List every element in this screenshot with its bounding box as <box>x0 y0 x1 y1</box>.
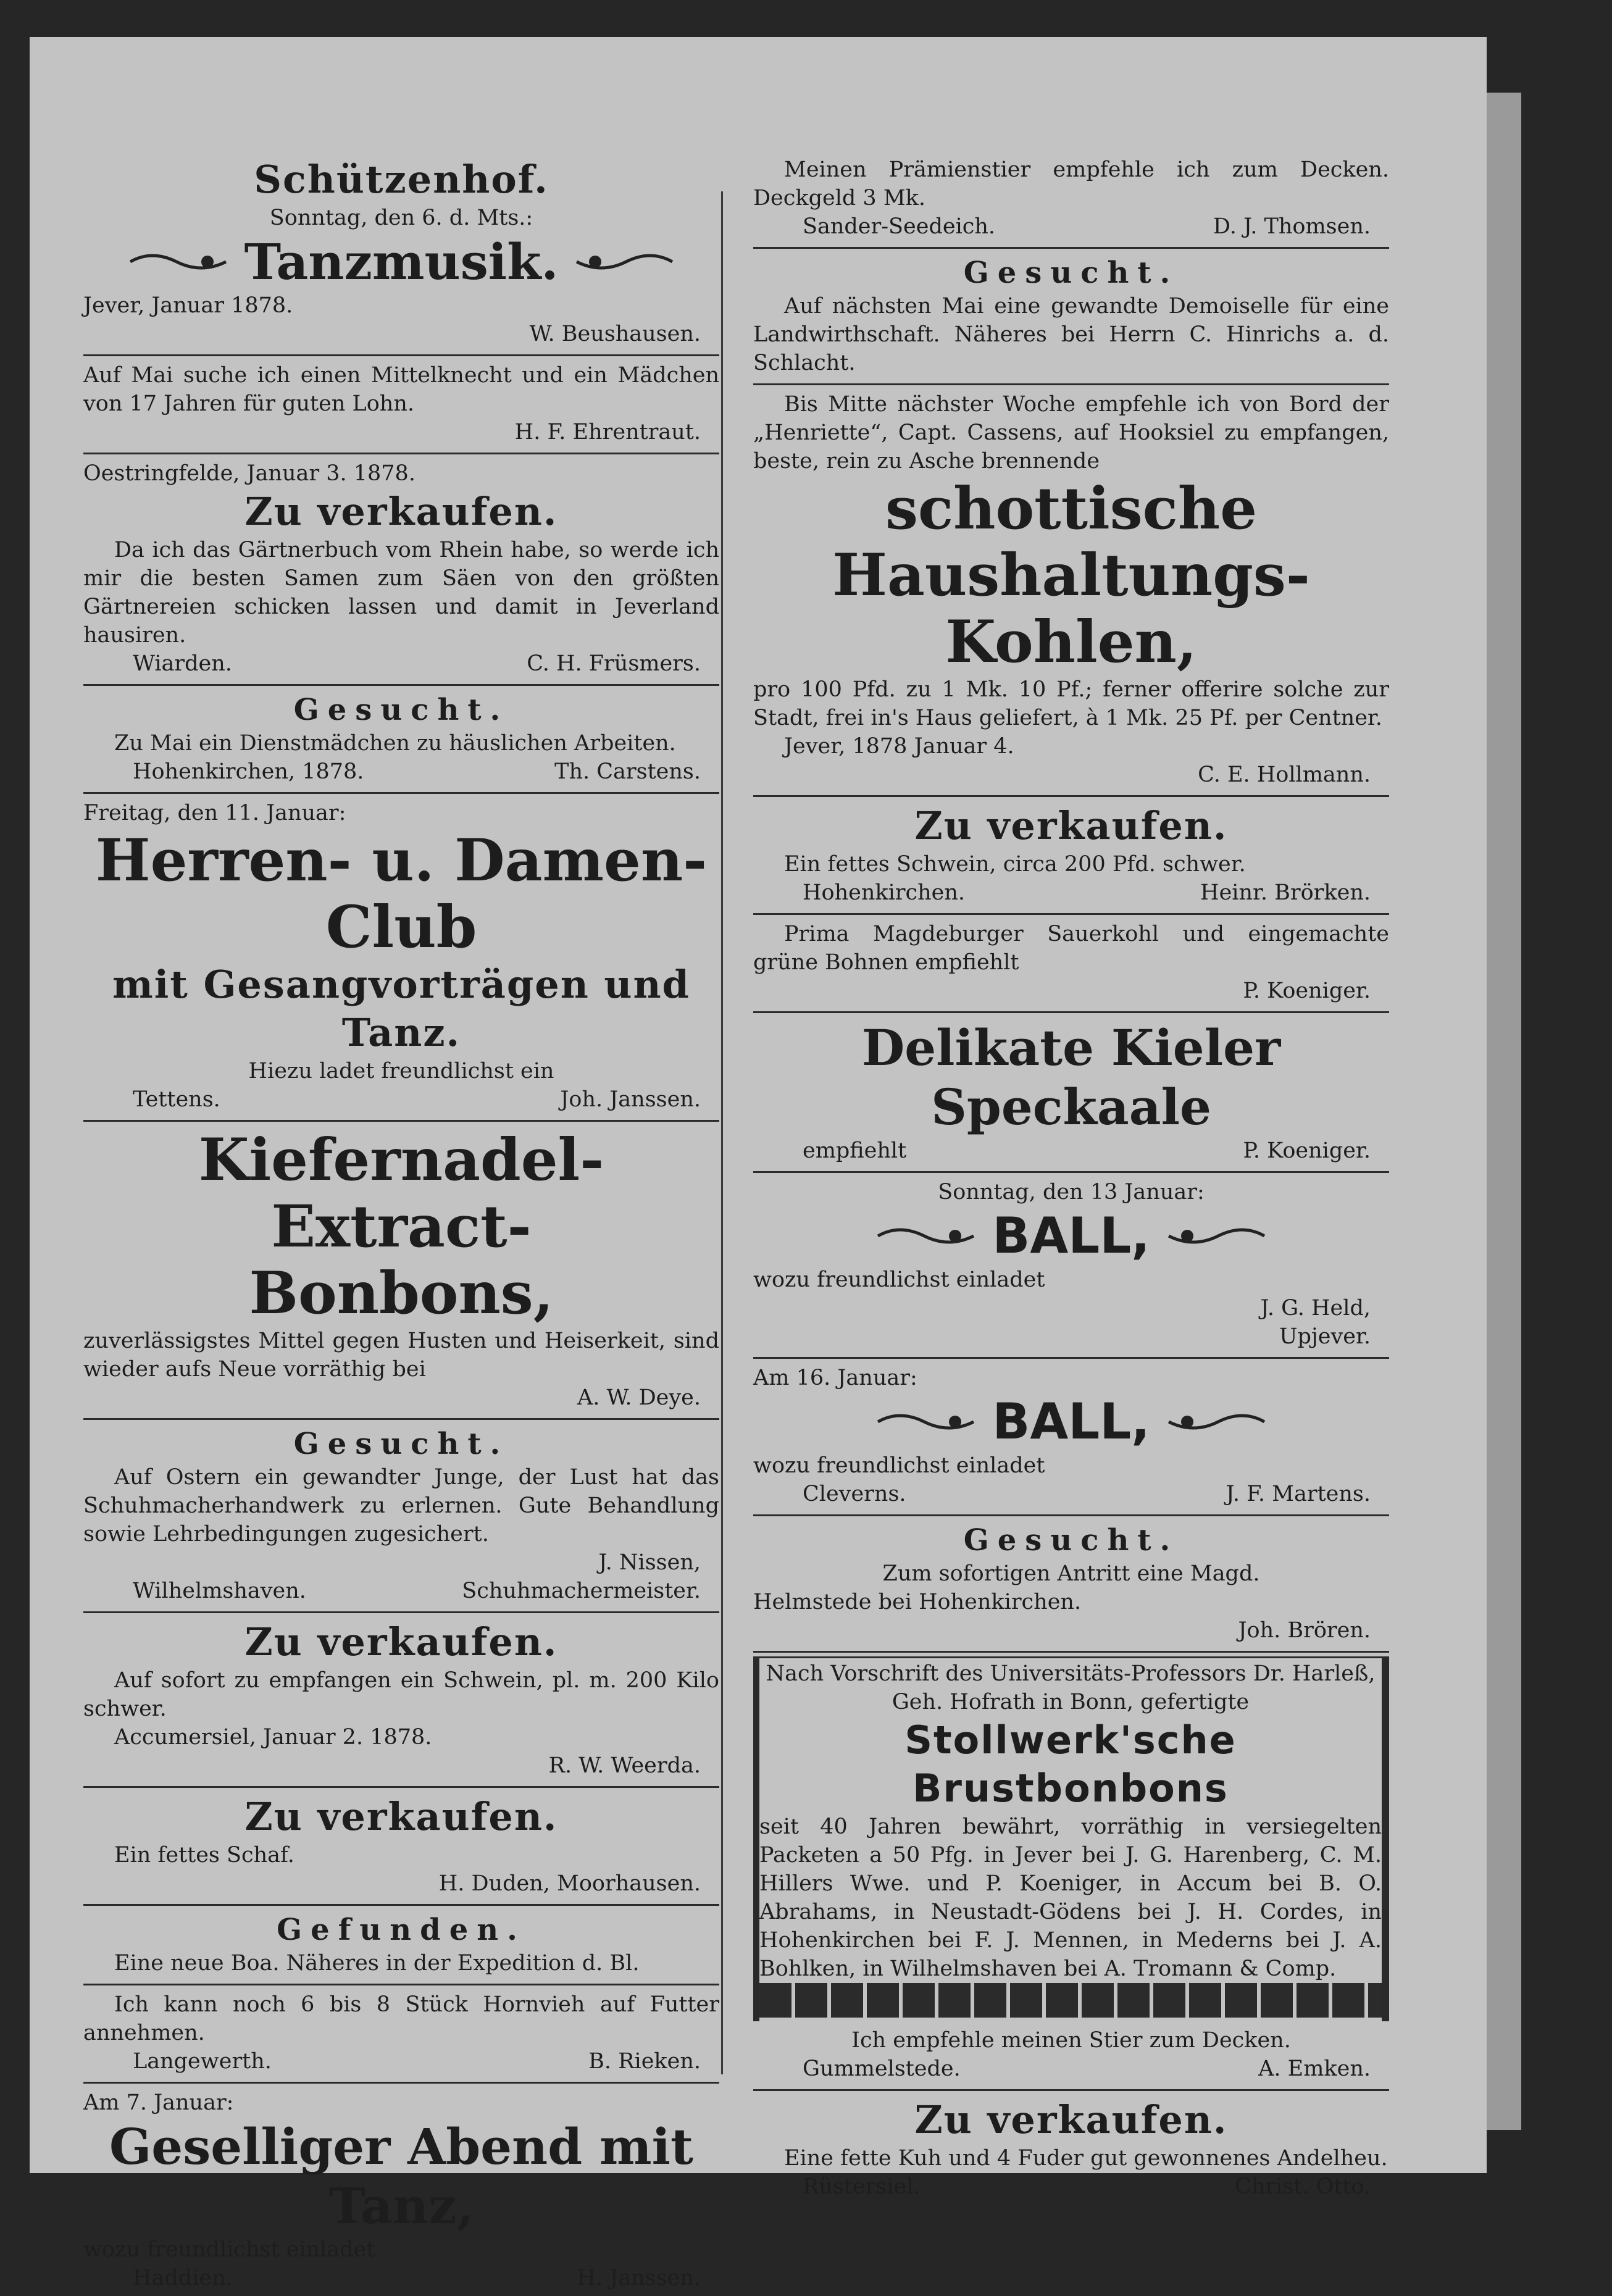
event-date: Am 16. Januar: <box>753 1366 917 1390</box>
divider <box>753 913 1389 915</box>
place: Rüstersiel. <box>803 2174 921 2199</box>
ad-gesucht-1 <box>83 690 719 790</box>
place: Gummelstede. <box>803 2056 961 2081</box>
ad-text: Hiezu ladet freundlichst ein <box>248 1059 554 1083</box>
ad-stier <box>753 2025 1389 2087</box>
headline-row <box>753 1206 1389 1266</box>
headline: BALL, <box>992 1393 1150 1450</box>
ad-text: Zum sofortigen Antritt eine Magd. <box>882 1561 1260 1586</box>
signature <box>753 1137 1389 1165</box>
ad-club <box>83 798 719 1117</box>
advertiser-name: P. Koeniger. <box>1243 979 1371 1003</box>
advertiser-name: B. Rieken. <box>588 2049 701 2074</box>
ad-kohlen <box>753 389 1389 793</box>
ad-zu-verkaufen-5 <box>753 2095 1389 2205</box>
headline: Zu verkaufen. <box>244 1794 558 1839</box>
ad-text: Da ich das Gärtnerbuch vom Rhein habe, so werde ich mir die besten Samen zum Säen von den größten Gärtnereien schicken lassen und damit in Jeverland hausiren. <box>83 538 719 648</box>
ad-text: Ich kann noch 6 bis 8 Stück Hornvieh auf Futter annehmen. <box>83 1992 719 2045</box>
headline: Delikate Kieler Speckaale <box>861 1019 1281 1136</box>
ad-text: Eine neue Boa. Näheres in der Expedition d. Bl. <box>114 1951 640 1976</box>
headline: Tanzmusik. <box>244 233 559 291</box>
signature <box>753 879 1389 907</box>
place-date: Hohenkirchen, 1878. <box>133 759 364 784</box>
place-date: Accumersiel, Januar 2. 1878. <box>114 1725 432 1750</box>
headline-sub: Kohlen, <box>945 608 1197 676</box>
ad-text: Meinen Prämienstier empfehle ich zum Decken. Deckgeld 3 Mk. <box>753 157 1389 211</box>
signature <box>83 2264 719 2292</box>
divider <box>753 383 1389 385</box>
ad-intro: Bis Mitte nächster Woche empfehle ich von Bord der „Henriette“, Capt. Cassens, auf Hooksiel zu empfangen, beste, rein zu Asche brennende <box>753 392 1389 474</box>
signature-line-2 <box>753 1322 1389 1351</box>
ad-ball-1 <box>753 1177 1389 1355</box>
headline: Zu verkaufen. <box>244 489 558 534</box>
divider <box>83 792 719 794</box>
ad-text: empfiehlt <box>803 1138 907 1163</box>
headline: Herren- u. Damen-Club <box>95 827 708 961</box>
place-date: Jever, Januar 1878. <box>83 293 293 318</box>
divider <box>83 1904 719 1906</box>
advertiser-title: Schuhmachermeister. <box>462 1579 701 1603</box>
divider <box>753 1514 1389 1516</box>
signature <box>753 977 1389 1005</box>
ad-zu-verkaufen-3 <box>83 1792 719 1902</box>
signature <box>83 1384 719 1412</box>
signature <box>753 1294 1389 1322</box>
place: Tettens. <box>133 1087 220 1112</box>
advertiser-name: C. H. Früsmers. <box>527 651 701 676</box>
headline-sub: mit Gesangvorträgen und Tanz. <box>112 962 690 1055</box>
advertiser-name: R. W. Weerda. <box>548 1753 701 1778</box>
ad-stollwerk <box>753 1656 1389 2021</box>
divider <box>83 1984 719 1985</box>
advertiser-name: W. Beushausen. <box>529 322 701 346</box>
divider <box>753 795 1389 797</box>
ad-text: wozu freundlichst einladet <box>83 2237 375 2262</box>
divider <box>753 2089 1389 2091</box>
headline: Zu verkaufen. <box>914 803 1228 848</box>
divider <box>753 1357 1389 1359</box>
divider <box>83 1418 719 1420</box>
ad-abend <box>83 2087 719 2296</box>
venue-title: Schützenhof. <box>254 157 549 202</box>
advertiser-name: Joh. Brören. <box>1238 1618 1371 1643</box>
ad-text: Ein fettes Schaf. <box>114 1843 294 1868</box>
ad-text: Auf sofort zu empfangen ein Schwein, pl. m. 200 Kilo schwer. <box>83 1668 719 1721</box>
advertiser-name: A. Emken. <box>1258 2056 1371 2081</box>
ad-zu-verkaufen-1 <box>83 458 719 682</box>
headline: Geselliger Abend mit Tanz, <box>109 2118 693 2235</box>
signature <box>83 320 719 348</box>
frame-bar <box>759 1983 1382 2018</box>
headline: Gesucht. <box>293 1427 509 1461</box>
page-edge <box>1487 93 1521 2130</box>
signature <box>83 649 719 678</box>
divider <box>83 1786 719 1788</box>
headline: BALL, <box>992 1207 1150 1264</box>
divider <box>753 247 1389 249</box>
advertiser-name: J. G. Held, <box>1260 1296 1371 1321</box>
ad-ball-2 <box>753 1363 1389 1512</box>
advertiser-name: A. W. Deye. <box>577 1385 701 1410</box>
place: Sander-Seedeich. <box>803 214 996 239</box>
advertiser-name: Th. Carstens. <box>554 759 701 784</box>
advertiser-name: P. Koeniger. <box>1243 1138 1371 1163</box>
divider <box>83 453 719 454</box>
advertiser-name: Christ. Otto. <box>1235 2174 1371 2199</box>
signature <box>753 212 1389 241</box>
ad-zu-verkaufen-2 <box>83 1617 719 1784</box>
headline: Kiefernadel-Extract- <box>198 1126 604 1261</box>
ad-hornvieh <box>83 1989 719 2079</box>
ad-text: Ein fettes Schwein, circa 200 Pfd. schwer. <box>784 852 1246 877</box>
advertiser-name: Heinr. Brörken. <box>1200 880 1371 905</box>
divider <box>753 1011 1389 1013</box>
ornament-left-icon <box>875 1221 980 1251</box>
divider <box>83 1120 719 1122</box>
divider <box>83 1611 719 1613</box>
ad-sauerkohl <box>753 919 1389 1009</box>
ad-text: wozu freundlichst einladet <box>753 1267 1045 1292</box>
right-column <box>753 154 1389 2199</box>
ornament-right-icon <box>570 247 675 277</box>
ad-praemienstier <box>753 154 1389 244</box>
signature-line-2 <box>83 1577 719 1605</box>
advertiser-name: J. Nissen, <box>598 1550 701 1575</box>
place: Cleverns. <box>803 1482 906 1506</box>
ad-text: Auf Ostern ein gewandter Junge, der Lust hat das Schuhmacherhandwerk zu erlernen. Gute Behandlung sowie Lehrbedingungen zugesichert. <box>83 1465 719 1547</box>
signature <box>83 1869 719 1898</box>
place: Hohenkirchen. <box>803 880 966 905</box>
place-date: Jever, 1878 Januar 4. <box>784 734 1014 759</box>
advertiser-name: H. Janssen. <box>577 2266 701 2290</box>
headline: Zu verkaufen. <box>914 2097 1228 2142</box>
ad-text: Auf nächsten Mai eine gewandte Demoiselle für eine Landwirthschaft. Näheres bei Herrn C. Hinrichs a. d. Schlacht. <box>753 294 1389 375</box>
headline: Gefunden. <box>277 1913 526 1947</box>
ad-gesucht-4 <box>753 1520 1389 1648</box>
ornament-left-icon <box>127 247 232 277</box>
ad-text: Eine fette Kuh und 4 Fuder gut gewonnenes Andelheu. <box>784 2146 1388 2171</box>
ad-gesucht-3 <box>753 253 1389 381</box>
ad-text: Prima Magdeburger Sauerkohl und eingemachte grüne Bohnen empfiehlt <box>753 922 1389 975</box>
ad-text: wozu freundlichst einladet <box>753 1453 1045 1478</box>
divider <box>753 1171 1389 1173</box>
left-column <box>83 154 719 2290</box>
event-date: Sonntag, den 6. d. Mts.: <box>269 206 533 230</box>
headline: Gesucht. <box>963 1523 1179 1558</box>
divider <box>83 2082 719 2084</box>
headline: schottische Haushaltungs- <box>832 475 1310 609</box>
advertiser-name: J. F. Martens. <box>1226 1482 1371 1506</box>
place-date: Oestringfelde, Januar 3. 1878. <box>83 461 416 486</box>
headline-sub: Bonbons, <box>249 1259 554 1327</box>
signature <box>753 2055 1389 2083</box>
ad-intro: Nach Vorschrift des Universitäts-Professors Dr. Harleß, Geh. Hofrath in Bonn, gefertigte <box>766 1661 1376 1714</box>
headline: Gesucht. <box>293 693 509 727</box>
event-date: Am 7. Januar: <box>83 2090 234 2115</box>
signature <box>83 418 719 446</box>
divider <box>83 354 719 356</box>
place: Wilhelmshaven. <box>133 1579 306 1603</box>
headline-row <box>83 232 719 291</box>
ornament-right-icon <box>1163 1221 1267 1251</box>
ornament-left-icon <box>875 1407 980 1437</box>
ad-mittelknecht <box>83 360 719 450</box>
ad-gesucht-2 <box>83 1424 719 1609</box>
headline-row <box>753 1392 1389 1451</box>
signature <box>83 758 719 786</box>
advertiser-name: H. Duden, Moorhausen. <box>438 1871 701 1896</box>
place: Helmstede bei Hohenkirchen. <box>753 1590 1082 1614</box>
ad-gefunden <box>83 1910 719 1981</box>
ad-text: Ich empfehle meinen Stier zum Decken. <box>851 2028 1291 2053</box>
ornament-right-icon <box>1163 1407 1267 1437</box>
signature <box>753 2173 1389 2201</box>
column-divider <box>721 191 723 2074</box>
signature <box>753 761 1389 789</box>
ad-bonbons <box>83 1125 719 1416</box>
advertiser-name: Joh. Janssen. <box>560 1087 701 1112</box>
ad-text: seit 40 Jahren bewährt, vorräthig in versiegelten Packeten a 50 Pfg. in Jever bei J. G. Harenberg, C. M. Hillers Wwe. und P. Koeniger, in Accum bei B. O. Abrahams, in Neustadt-Gödens bei J. H. Cordes, in Hohenkirchen bei F. J. Mennen, in Mederns bei J. A. Bohlken, in Wilhelmshaven bei A. Tromann & Comp. <box>759 1814 1382 1981</box>
ad-text: pro 100 Pfd. zu 1 Mk. 10 Pf.; ferner offerire solche zur Stadt, frei in's Haus geliefert, à 1 Mk. 25 Pf. per Centner. <box>753 677 1389 730</box>
ad-text: zuverlässigstes Mittel gegen Husten und Heiserkeit, sind wieder aufs Neue vorräthig bei <box>83 1329 719 1382</box>
advertiser-name: C. E. Hollmann. <box>1198 762 1371 787</box>
headline: Gesucht. <box>963 256 1179 290</box>
ad-text: Auf Mai suche ich einen Mittelknecht und ein Mädchen von 17 Jahren für guten Lohn. <box>83 363 719 416</box>
headline: Stollwerk'sche Brustbonbons <box>904 1718 1237 1811</box>
signature <box>83 1751 719 1780</box>
advertiser-name: D. J. Thomsen. <box>1213 214 1371 239</box>
event-date: Freitag, den 11. Januar: <box>83 801 346 825</box>
advertiser-name: H. F. Ehrentraut. <box>514 420 701 445</box>
signature <box>753 1616 1389 1645</box>
ad-schuetzenhof <box>83 154 719 352</box>
place: Wiarden. <box>133 651 232 676</box>
ad-zu-verkaufen-4 <box>753 801 1389 911</box>
signature <box>83 1548 719 1577</box>
headline: Zu verkaufen. <box>244 1619 558 1664</box>
divider <box>753 1651 1389 1653</box>
place: Haddien. <box>133 2266 233 2290</box>
divider <box>83 684 719 686</box>
signature <box>753 1480 1389 1508</box>
ad-text: Zu Mai ein Dienstmädchen zu häuslichen Arbeiten. <box>114 731 676 756</box>
place: Upjever. <box>1279 1324 1371 1349</box>
place: Langewerth. <box>133 2049 272 2074</box>
signature <box>83 2047 719 2076</box>
signature <box>83 1085 719 1114</box>
event-date: Sonntag, den 13 Januar: <box>938 1180 1205 1204</box>
ad-speckaale <box>753 1017 1389 1169</box>
